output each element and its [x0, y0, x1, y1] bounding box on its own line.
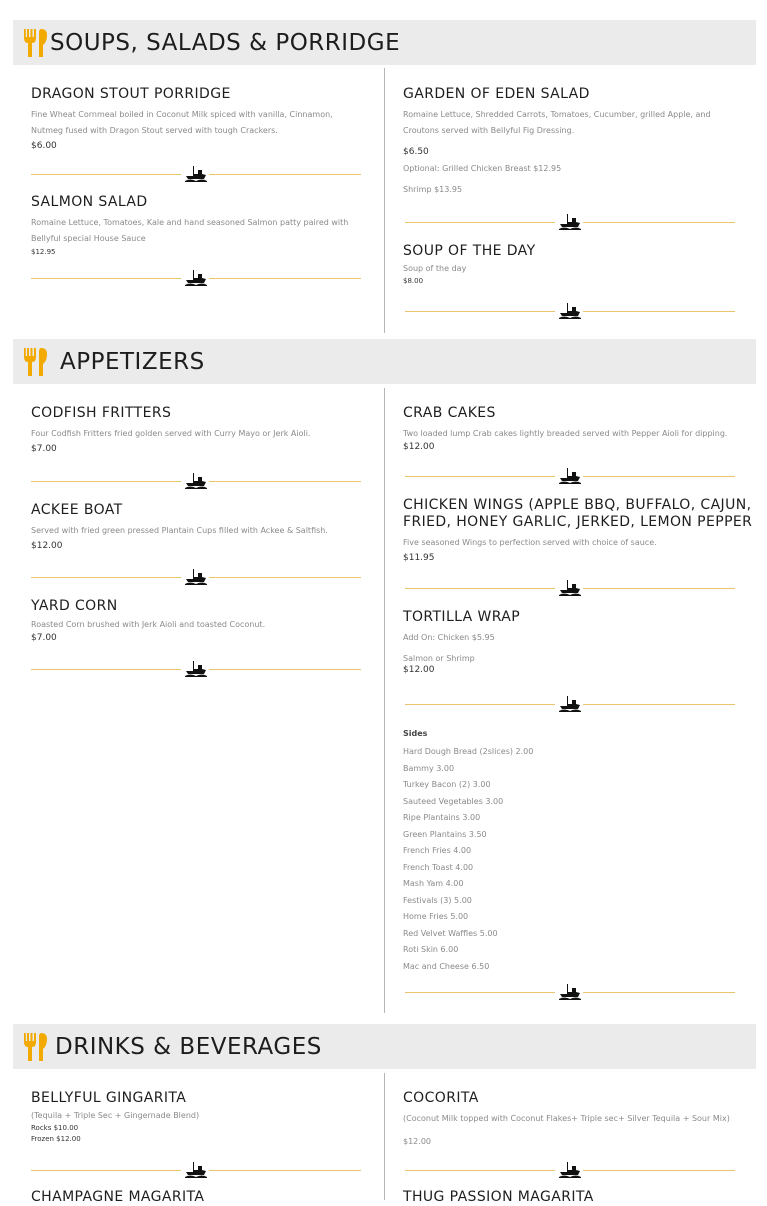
item-name: COCORITA	[403, 1090, 479, 1106]
column-divider	[384, 388, 385, 1013]
item-description: Fine Wheat Cornmeal boiled in Coconut Milk spiced with vanilla, Cinnamon, Nutmeg fused with Dragon Stout served with tough Crackers.	[31, 110, 333, 135]
menu-item	[31, 194, 366, 258]
item-description: Five seasoned Wings to perfection served with choice of sauce.	[403, 538, 657, 547]
item-name: SOUP OF THE DAY	[403, 243, 536, 259]
side-item: Home Fries 5.00	[403, 912, 469, 921]
item-separator	[31, 568, 361, 588]
side-item: Mac and Cheese 6.50	[403, 961, 490, 971]
item-separator	[405, 213, 735, 233]
menu-item	[403, 86, 738, 194]
item-name: THUG PASSION MAGARITA	[403, 1189, 594, 1205]
item-name: TORTILLA WRAP	[403, 609, 521, 625]
side-item: Ripe Plantains 3.00	[403, 813, 481, 822]
boat-icon	[184, 568, 208, 586]
item-price: $7.00	[31, 444, 57, 454]
item-price: $6.50	[403, 147, 429, 157]
menu-item	[403, 497, 753, 563]
side-item: Turkey Bacon (2) 3.00	[403, 780, 491, 789]
item-price: $7.00	[31, 633, 57, 643]
item-price: $12.00	[403, 1137, 431, 1146]
menu-item	[403, 243, 738, 287]
sides-list	[403, 729, 738, 975]
item-name: SALMON SALAD	[31, 194, 148, 210]
boat-icon	[184, 165, 208, 183]
menu-item	[31, 1189, 366, 1206]
fork-knife-icon	[22, 1032, 48, 1062]
section-title: APPETIZERS	[60, 348, 205, 375]
boat-icon	[558, 213, 582, 231]
item-name: ACKEE BOAT	[31, 502, 123, 518]
menu-item	[403, 1090, 748, 1146]
item-description: (Tequila + Triple Sec + Gingernade Blend)	[31, 1111, 200, 1120]
section-title: SOUPS, SALADS & PORRIDGE	[50, 29, 401, 56]
item-description: Roasted Corn brushed with Jerk Aioli and toasted Coconut.	[31, 620, 266, 629]
item-separator	[405, 1161, 735, 1181]
item-name: FRIED, HONEY GARLIC, JERKED, LEMON PEPPER	[403, 514, 753, 530]
boat-icon	[558, 1161, 582, 1179]
menu-item	[403, 609, 738, 675]
menu-item	[31, 1090, 366, 1145]
item-name: CHICKEN WINGS (APPLE BBQ, BUFFALO, CAJUN,	[403, 497, 752, 513]
boat-icon	[558, 579, 582, 597]
item-name: CRAB CAKES	[403, 405, 496, 421]
side-item: Sauteed Vegetables 3.00	[403, 796, 504, 806]
menu-item	[403, 405, 738, 452]
item-separator	[31, 165, 361, 185]
side-item: Red Velvet Waffles 5.00	[403, 928, 498, 938]
item-name: CHAMPAGNE MAGARITA	[31, 1189, 205, 1205]
item-description: Four Codfish Fritters fried golden served with Curry Mayo or Jerk Aioli.	[31, 429, 311, 438]
item-price-frozen: Frozen $12.00	[31, 1135, 81, 1143]
item-separator	[31, 660, 361, 680]
boat-icon	[184, 472, 208, 490]
menu-item	[31, 405, 366, 454]
menu-item	[31, 86, 366, 151]
sides-heading: Sides	[403, 729, 428, 738]
item-separator	[405, 983, 735, 1003]
boat-icon	[184, 660, 208, 678]
section-header-drinks	[13, 1024, 756, 1069]
item-separator	[405, 302, 735, 322]
item-description: Soup of the day	[403, 264, 467, 273]
side-item: French Toast 4.00	[403, 862, 474, 872]
item-price: $12.00	[403, 665, 435, 675]
item-description: (Coconut Milk topped with Coconut Flakes+ Triple sec+ Silver Tequila + Sour Mix)	[403, 1114, 730, 1123]
side-item: Hard Dough Bread (2slices) 2.00	[403, 747, 534, 756]
item-name: BELLYFUL GINGARITA	[31, 1090, 187, 1106]
item-name: YARD CORN	[31, 598, 118, 614]
item-option: Shrimp $13.95	[403, 185, 463, 194]
boat-icon	[558, 467, 582, 485]
item-price: $11.95	[403, 553, 435, 563]
menu-item	[31, 598, 366, 643]
item-price: $12.95	[31, 248, 56, 256]
item-description: Two loaded lump Crab cakes lightly breaded served with Pepper Aioli for dipping.	[403, 429, 728, 438]
fork-knife-icon	[22, 28, 48, 58]
item-name: CODFISH FRITTERS	[31, 405, 172, 421]
section-header-soups	[13, 20, 756, 65]
column-divider	[384, 1073, 385, 1200]
side-item: Festivals (3) 5.00	[403, 895, 472, 905]
section-title: DRINKS & BEVERAGES	[55, 1033, 322, 1060]
item-description: Romaine Lettuce, Tomatoes, Kale and hand seasoned Salmon patty paired with Bellyful special House Sauce	[31, 218, 349, 243]
side-item: French Fries 4.00	[403, 846, 472, 855]
boat-icon	[184, 269, 208, 287]
boat-icon	[558, 695, 582, 713]
item-price: $8.00	[403, 277, 424, 285]
side-item: Bammy 3.00	[403, 763, 455, 773]
boat-icon	[558, 302, 582, 320]
side-item: Roti Skin 6.00	[403, 945, 459, 954]
menu-item	[403, 1189, 738, 1206]
item-description: Served with fried green pressed Plantain Cups filled with Ackee & Saltfish.	[31, 526, 328, 535]
boat-icon	[558, 983, 582, 1001]
item-option: Optional: Grilled Chicken Breast $12.95	[403, 164, 562, 173]
boat-icon	[184, 1161, 208, 1179]
item-name: DRAGON STOUT PORRIDGE	[31, 86, 231, 102]
side-item: Green Plantains 3.50	[403, 829, 487, 839]
item-separator	[31, 1161, 361, 1181]
item-price-rocks: Rocks $10.00	[31, 1124, 79, 1132]
item-description: Romaine Lettuce, Shredded Carrots, Tomatoes, Cucumber, grilled Apple, and Croutons served with Bellyful Fig Dressing.	[403, 110, 711, 135]
item-price: $6.00	[31, 141, 57, 151]
item-option: Salmon or Shrimp	[403, 654, 475, 663]
item-separator	[31, 269, 361, 289]
item-separator	[31, 472, 361, 492]
item-separator	[405, 467, 735, 487]
column-divider	[384, 68, 385, 333]
item-description: Add On: Chicken $5.95	[403, 633, 495, 642]
item-price: $12.00	[403, 442, 435, 452]
side-item: Mash Yam 4.00	[403, 879, 464, 888]
fork-knife-icon	[22, 347, 48, 377]
item-separator	[405, 579, 735, 599]
item-separator	[405, 695, 735, 715]
item-name: GARDEN OF EDEN SALAD	[403, 86, 590, 102]
menu-item	[31, 502, 366, 551]
section-header-appetizers	[13, 339, 756, 384]
item-price: $12.00	[31, 541, 63, 551]
